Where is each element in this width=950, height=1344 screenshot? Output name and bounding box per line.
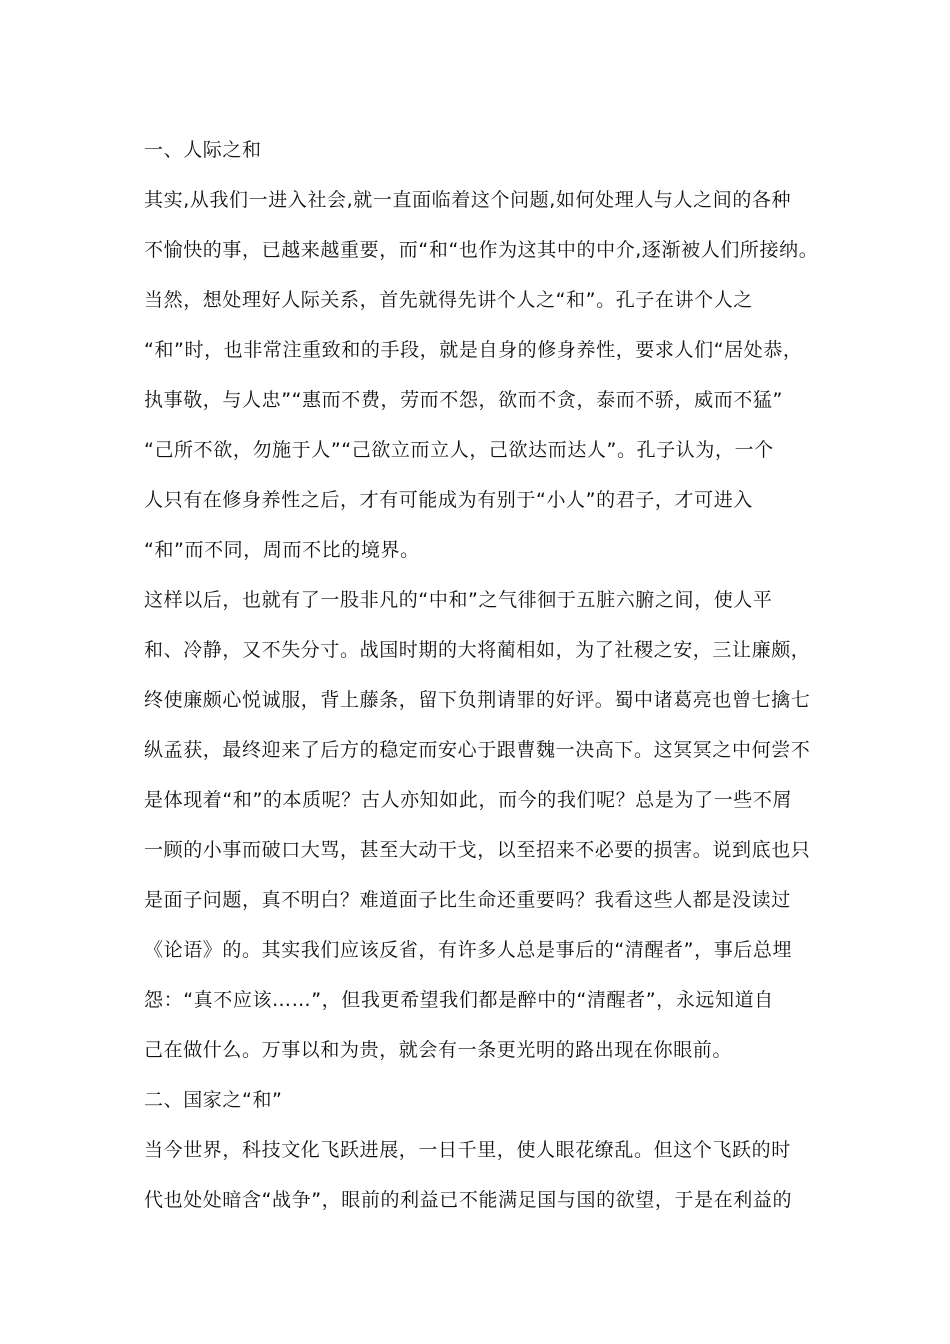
paragraph-line: “己所不欲，勿施于人”“己欲立而立人，己欲达而达人”。孔子认为，一个 xyxy=(144,439,774,461)
paragraph-line: 当今世界，科技文化飞跃进展，一日千里，使人眼花缭乱。但这个飞跃的时 xyxy=(144,1139,791,1161)
paragraph-line: 人只有在修身养性之后，才有可能成为有别于“小人”的君子，才可进入 xyxy=(144,489,753,511)
paragraph-line: 其实,从我们一进入社会,就一直面临着这个问题,如何处理人与人之间的各种 xyxy=(144,189,792,211)
paragraph-line: 是面子问题，真不明白？难道面子比生命还重要吗？我看这些人都是没读过 xyxy=(144,889,791,911)
paragraph-line: 代也处处暗含“战争”，眼前的利益已不能满足国与国的欲望，于是在利益的 xyxy=(144,1189,793,1211)
section-heading: 一、人际之和 xyxy=(144,139,262,161)
paragraph-line: 是体现着“和”的本质呢？古人亦知如此，而今的我们呢？总是为了一些不屑 xyxy=(144,789,793,811)
paragraph-line: 己在做什么。万事以和为贵，就会有一条更光明的路出现在你眼前。 xyxy=(144,1039,733,1061)
paragraph-line: “和”时，也非常注重致和的手段，就是自身的修身养性，要求人们“居处恭， xyxy=(144,339,803,361)
paragraph-line: 纵孟获，最终迎来了后方的稳定而安心于跟曹魏一决高下。这冥冥之中何尝不 xyxy=(144,739,811,761)
paragraph-line: 和、冷静，又不失分寸。战国时期的大将蔺相如，为了社稷之安，三让廉颇， xyxy=(144,639,811,661)
paragraph-line: 不愉快的事，已越来越重要，而“和“也作为这其中的中介,逐渐被人们所接纳。 xyxy=(144,239,819,261)
paragraph-line: 《论语》的。其实我们应该反省，有许多人总是事后的“清醒者”，事后总埋 xyxy=(144,939,793,961)
paragraph-line: 这样以后，也就有了一股非凡的“中和”之气徘徊于五脏六腑之间，使人平 xyxy=(144,589,773,611)
paragraph-line: 当然，想处理好人际关系，首先就得先讲个人之“和”。孔子在讲个人之 xyxy=(144,289,753,311)
section-heading: 二、国家之“和” xyxy=(144,1089,283,1111)
paragraph-line: 执事敬，与人忠”“惠而不费，劳而不怨，欲而不贪，泰而不骄，威而不猛” xyxy=(144,389,783,411)
paragraph-line: 一顾的小事而破口大骂，甚至大动干戈，以至招来不必要的损害。说到底也只 xyxy=(144,839,811,861)
paragraph-line: 怨：“真不应该……”，但我更希望我们都是醉中的“清醒者”，永远知道自 xyxy=(144,989,774,1011)
paragraph-line: “和”而不同，周而不比的境界。 xyxy=(144,539,420,561)
paragraph-line: 终使廉颇心悦诚服，背上藤条，留下负荆请罪的好评。蜀中诸葛亮也曾七擒七 xyxy=(144,689,811,711)
